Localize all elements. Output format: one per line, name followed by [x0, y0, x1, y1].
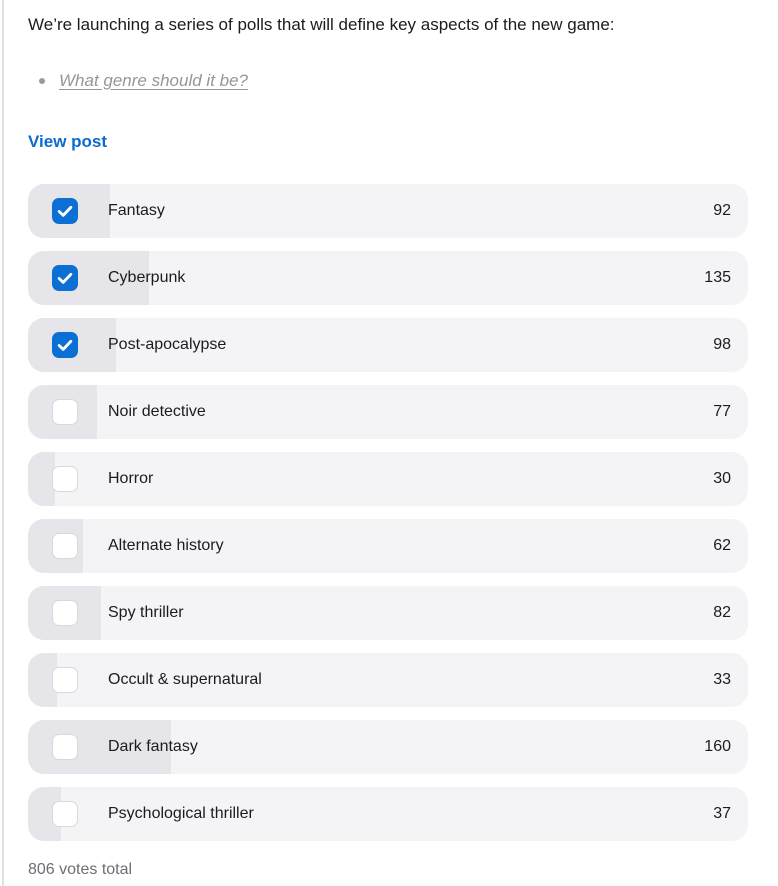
poll-option-label: Spy thriller [108, 604, 184, 621]
poll-option-votes: 62 [713, 537, 731, 554]
poll-bullet-item [28, 70, 748, 91]
option-checkbox[interactable] [52, 734, 78, 760]
checkmark-icon [55, 201, 75, 221]
view-post-link[interactable]: View post [28, 132, 108, 151]
checkmark-icon [55, 335, 75, 355]
option-checkbox[interactable] [52, 198, 78, 224]
intro-text: We’re launching a series of polls that will define key aspects of the new game: [28, 15, 615, 34]
option-checkbox[interactable] [52, 667, 78, 693]
poll-option-row[interactable] [28, 653, 748, 707]
poll-option-label: Dark fantasy [108, 738, 198, 755]
poll-option-row[interactable] [28, 318, 748, 372]
votes-total-text: 806 votes total [28, 861, 133, 878]
option-checkbox[interactable] [52, 466, 78, 492]
poll-option-votes: 160 [704, 738, 731, 755]
poll-question-link[interactable]: What genre should it be? [59, 70, 249, 90]
poll-option-row[interactable] [28, 385, 748, 439]
poll-option-label: Post-apocalypse [108, 336, 227, 353]
checkmark-icon [55, 268, 75, 288]
option-checkbox[interactable] [52, 399, 78, 425]
poll-option-row[interactable] [28, 452, 748, 506]
bullet-dot [39, 78, 45, 84]
option-checkbox[interactable] [52, 265, 78, 291]
poll-option-votes: 98 [713, 336, 731, 353]
left-border-line [2, 0, 4, 886]
poll-option-votes: 77 [713, 403, 731, 420]
poll-option-label: Horror [108, 470, 154, 487]
poll-option-row[interactable] [28, 720, 748, 774]
option-checkbox[interactable] [52, 801, 78, 827]
poll-option-votes: 82 [713, 604, 731, 621]
poll-option-label: Cyberpunk [108, 269, 186, 286]
poll-option-votes: 37 [713, 805, 731, 822]
poll-options-list [28, 184, 748, 841]
poll-option-votes: 33 [713, 671, 731, 688]
vote-share-bar [28, 452, 55, 506]
poll-option-label: Alternate history [108, 537, 224, 554]
poll-option-label: Occult & supernatural [108, 671, 262, 688]
poll-option-votes: 135 [704, 269, 731, 286]
poll-option-label: Noir detective [108, 403, 206, 420]
poll-option-votes: 92 [713, 202, 731, 219]
poll-option-votes: 30 [713, 470, 731, 487]
poll-option-row[interactable] [28, 184, 748, 238]
poll-option-row[interactable] [28, 519, 748, 573]
poll-option-row[interactable] [28, 251, 748, 305]
option-checkbox[interactable] [52, 600, 78, 626]
poll-option-row[interactable] [28, 787, 748, 841]
poll-option-row[interactable] [28, 586, 748, 640]
option-checkbox[interactable] [52, 533, 78, 559]
option-checkbox[interactable] [52, 332, 78, 358]
poll-option-label: Psychological thriller [108, 805, 254, 822]
poll-option-label: Fantasy [108, 202, 165, 219]
